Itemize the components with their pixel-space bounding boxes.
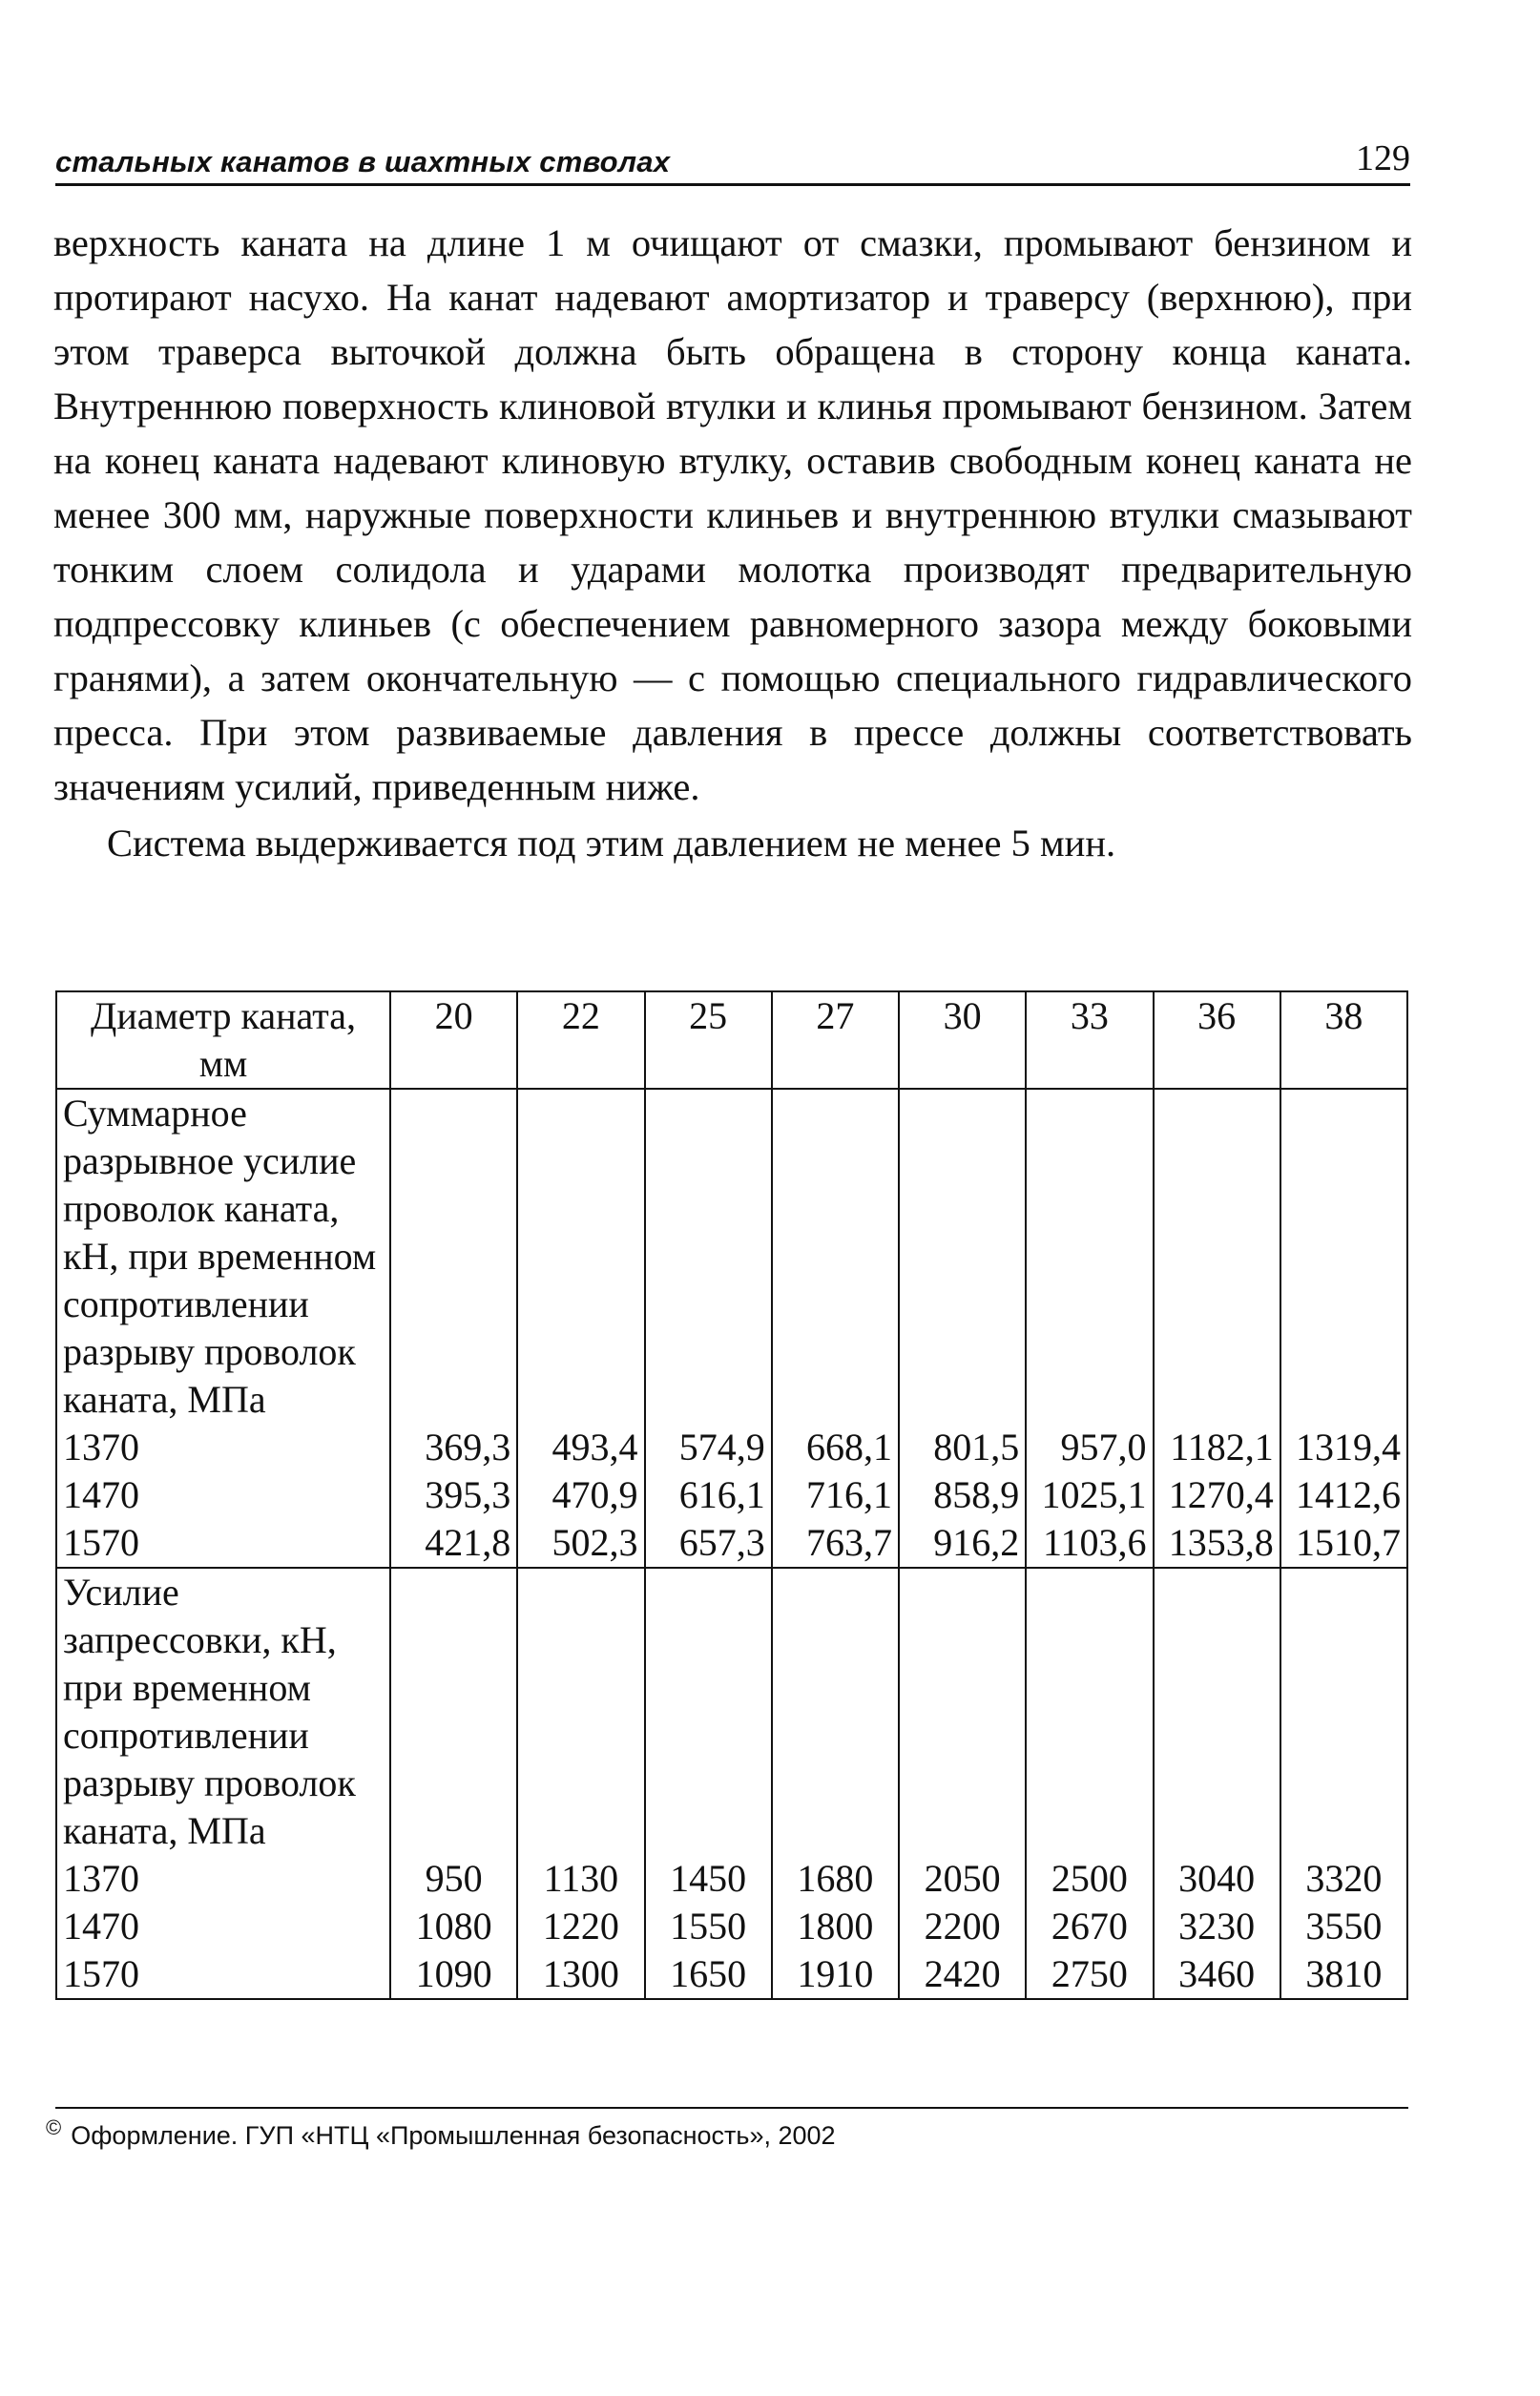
diameter-cell: 33: [1026, 991, 1153, 1089]
page-number: 129: [1356, 138, 1410, 178]
diameter-cell: 25: [645, 991, 772, 1089]
table-cell: 1103,6: [1042, 1521, 1147, 1564]
value-column: [1154, 1089, 1280, 1568]
table-cell: 1025,1: [1041, 1473, 1147, 1516]
table-cell: 3550: [1305, 1905, 1383, 1948]
table-cell: 2050: [924, 1857, 1001, 1900]
copyright-notice: [46, 2109, 836, 2155]
copyright-symbol: ©: [46, 2115, 62, 2139]
table-cell: 668,1: [806, 1426, 892, 1469]
section-label-press-force: [56, 1568, 390, 1999]
table-cell: 3320: [1305, 1857, 1383, 1900]
value-column: [1280, 1568, 1407, 1999]
diameter-cell: 27: [772, 991, 899, 1089]
table-cell: 395,3: [425, 1473, 511, 1516]
table-cell: 1080: [415, 1905, 492, 1948]
value-column: [1154, 1568, 1280, 1999]
table-section-breaking-force: [56, 1089, 1407, 1568]
rope-force-table: [55, 990, 1408, 2000]
value-column: [772, 1089, 899, 1568]
paragraph-1: верхность каната на длине 1 м очищают от смазки, промывают бензином и протирают насухо. На канат надевают амортизатор и траверсу (верхнюю), при этом траверса выточкой должна быть обращена в сторону конца каната. Внутреннюю поверхность клиновой втулки и клинья промывают бензином. Затем на конец каната надевают клиновую втулку, оставив свободным конец каната не менее 300 мм, наружные поверхности клиньев и внутреннюю втулки смазывают тонким слоем солидола и ударами молотка производят предварительную подпрессовку клиньев (с обеспечением равномерного зазора между боковыми гранями), а затем окончательную — с помощью специального гидравлического пресса. При этом развиваемые давления в прессе должны соответствовать значениям усилий, приведенным ниже.: [53, 221, 1412, 808]
grade-label: 1470: [63, 1473, 139, 1516]
table-cell: 1412,6: [1296, 1473, 1401, 1516]
table-cell: 2750: [1051, 1952, 1128, 1995]
section-label-breaking-force: [56, 1089, 390, 1568]
table-cell: 369,3: [425, 1426, 511, 1469]
table-cell: 1300: [542, 1952, 619, 1995]
section-title: Усилие запрессовки, кН, при временном сопротивлении разрыву проволок каната, МПа: [63, 1571, 356, 1852]
table-cell: 1319,4: [1296, 1426, 1401, 1469]
value-column: [645, 1089, 772, 1568]
table-cell: 1182,1: [1170, 1426, 1274, 1469]
table-cell: 502,3: [551, 1521, 638, 1564]
value-column: [390, 1089, 517, 1568]
table-cell: 2420: [924, 1952, 1001, 1995]
table-cell: 1910: [797, 1952, 874, 1995]
table-cell: 657,3: [678, 1521, 765, 1564]
value-column: [1026, 1568, 1153, 1999]
table-header-row: [56, 991, 1407, 1089]
value-column: [390, 1568, 517, 1999]
table-cell: 763,7: [806, 1521, 892, 1564]
table-cell: 716,1: [806, 1473, 892, 1516]
table-cell: 1270,4: [1168, 1473, 1274, 1516]
table-cell: 493,4: [551, 1426, 638, 1469]
table-cell: 3810: [1305, 1952, 1383, 1995]
value-column: [899, 1568, 1026, 1999]
table-cell: 616,1: [678, 1473, 765, 1516]
grade-label: 1370: [63, 1426, 139, 1469]
table-cell: 1510,7: [1296, 1521, 1401, 1564]
grade-label: 1370: [63, 1857, 139, 1900]
table-cell: 1550: [670, 1905, 747, 1948]
paragraph-2: Система выдерживается под этим давлением не менее 5 мин.: [107, 822, 1116, 865]
diameter-cell: 36: [1154, 991, 1280, 1089]
diameter-cell: 30: [899, 991, 1026, 1089]
value-column: [899, 1089, 1026, 1568]
table-cell: 801,5: [933, 1426, 1020, 1469]
running-title: стальных канатов в шахтных стволах: [55, 145, 671, 178]
diameter-label: Диаметр каната, мм: [56, 991, 390, 1089]
table-cell: 957,0: [1060, 1426, 1147, 1469]
grade-label: 1570: [63, 1521, 139, 1564]
table-cell: 1680: [797, 1857, 874, 1900]
table-cell: 421,8: [425, 1521, 511, 1564]
value-column: [517, 1089, 644, 1568]
table-cell: 3230: [1178, 1905, 1256, 1948]
table-cell: 858,9: [933, 1473, 1020, 1516]
table-cell: 1450: [670, 1857, 747, 1900]
diameter-cell: 38: [1280, 991, 1407, 1089]
table-cell: 950: [425, 1857, 483, 1900]
grade-label: 1570: [63, 1952, 139, 1995]
diameter-cell: 20: [390, 991, 517, 1089]
value-column: [1026, 1089, 1153, 1568]
table-cell: 1650: [670, 1952, 747, 1995]
value-column: [517, 1568, 644, 1999]
table-cell: 1800: [797, 1905, 874, 1948]
table-cell: 574,9: [678, 1426, 765, 1469]
table-cell: 1130: [543, 1857, 619, 1900]
table-cell: 3040: [1178, 1857, 1256, 1900]
table-cell: 470,9: [551, 1473, 638, 1516]
value-column: [645, 1568, 772, 1999]
grade-label: 1470: [63, 1905, 139, 1948]
value-column: [772, 1568, 899, 1999]
section-title: Суммарное разрывное усилие проволок каната, кН, при временном сопротивлении разрыву проволок каната, МПа: [63, 1092, 377, 1421]
body-text: [53, 216, 1412, 870]
table-cell: 916,2: [933, 1521, 1020, 1564]
table-section-press-force: [56, 1568, 1407, 1999]
copyright-text: Оформление. ГУП «НТЦ «Промышленная безопасность», 2002: [71, 2121, 836, 2150]
running-header: [55, 139, 1410, 186]
table-cell: 2670: [1051, 1905, 1128, 1948]
table-cell: 1353,8: [1168, 1521, 1274, 1564]
table-cell: 1220: [542, 1905, 619, 1948]
table-cell: 2500: [1051, 1857, 1128, 1900]
table-cell: 2200: [924, 1905, 1001, 1948]
table-cell: 1090: [415, 1952, 492, 1995]
diameter-cell: 22: [517, 991, 644, 1089]
table-cell: 3460: [1178, 1952, 1256, 1995]
value-column: [1280, 1089, 1407, 1568]
